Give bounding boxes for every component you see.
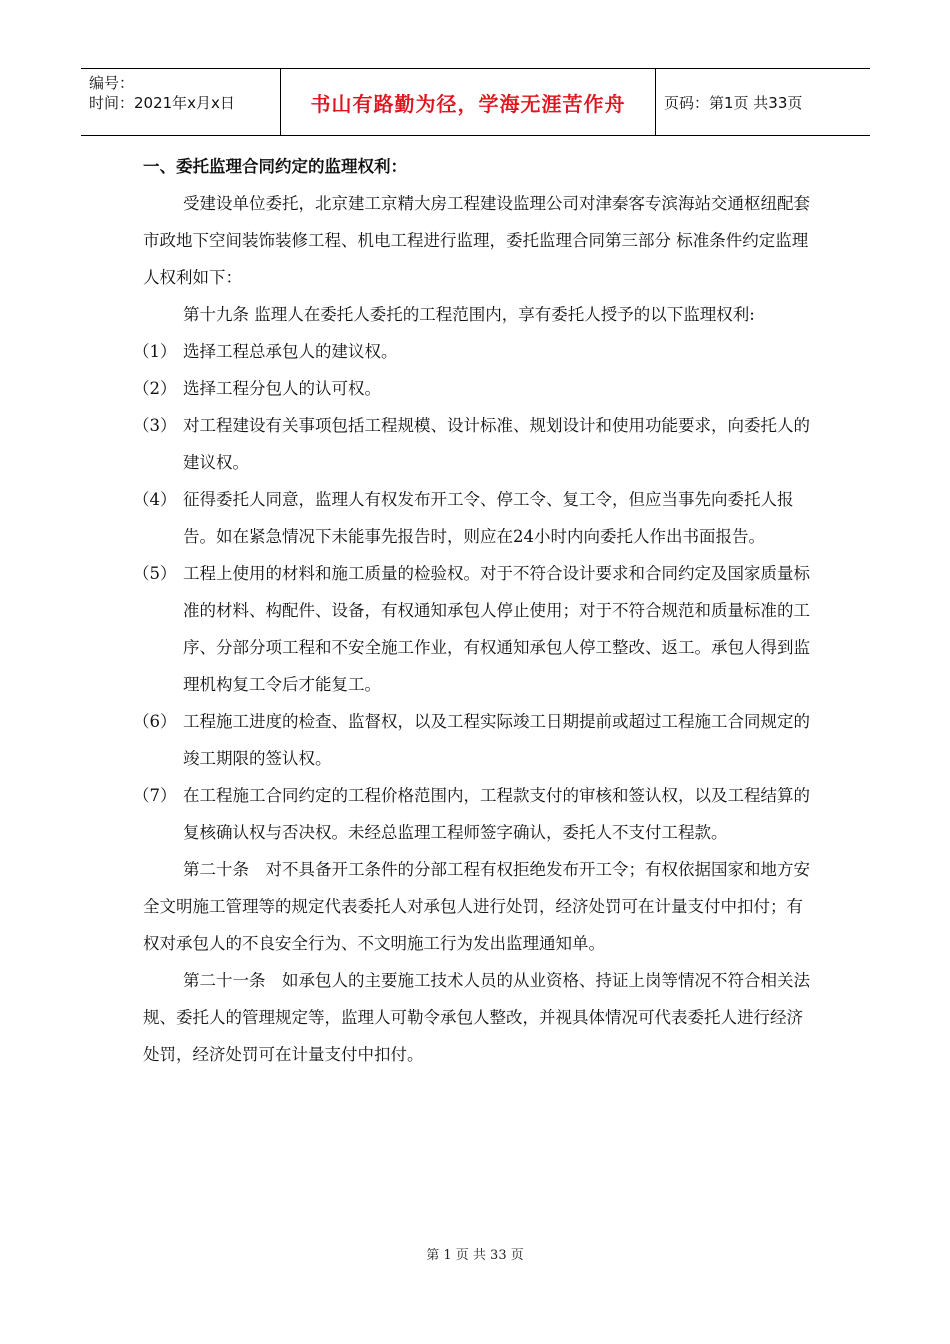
section-heading: 一、委托监理合同约定的监理权利：: [143, 157, 407, 176]
document-header: [81, 68, 870, 136]
list-item-text: 对工程建设有关事项包括工程规模、设计标准、规划设计和使用功能要求，向委托人的建议权。: [183, 416, 810, 472]
list-item-number: （3）: [133, 416, 177, 435]
number-label: 编号：: [89, 74, 135, 92]
list-item-text: 工程上使用的材料和施工质量的检验权。对于不符合设计要求和合同约定及国家质量标准的材料、构配件、设备，有权通知承包人停止使用；对于不符合规范和质量标准的工序、分部分项工程和不安全施工作业，有权通知承包人停工整改、返工。承包人得到监理机构复工令后才能复工。: [183, 564, 810, 694]
list-item: [133, 555, 813, 703]
page-footer: 第 1 页 共 33 页: [426, 1248, 524, 1263]
header-meta: [81, 69, 281, 135]
paragraph-article-21: 第二十一条 如承包人的主要施工技术人员的从业资格、持证上岗等情况不符合相关法规、委托人的管理规定等，监理人可勒令承包人整改，并视具体情况可代表委托人进行经济处罚，经济处罚可在计量支付中扣付。: [143, 971, 810, 1064]
list-item: [133, 481, 813, 555]
document-body: [133, 148, 813, 1073]
list-item-number: （2）: [133, 379, 177, 398]
list-item-number: （4）: [133, 490, 177, 509]
list-item-text: 选择工程总承包人的建议权。: [183, 342, 398, 361]
list-item: [133, 777, 813, 851]
list-item-text: 征得委托人同意，监理人有权发布开工令、停工令、复工令，但应当事先向委托人报告。如在紧急情况下未能事先报告时，则应在24小时内向委托人作出书面报告。: [183, 490, 794, 546]
list-item: [133, 407, 813, 481]
paragraph-article-20: 第二十条 对不具备开工条件的分部工程有权拒绝发布开工令；有权依据国家和地方安全文明施工管理等的规定代表委托人对承包人进行处罚，经济处罚可在计量支付中扣付；有权对承包人的不良安全行为、不文明施工行为发出监理通知单。: [143, 860, 810, 953]
header-motto: 书山有路勤为径，学海无涯苦作舟: [281, 69, 656, 135]
paragraph-intro: 受建设单位委托，北京建工京精大房工程建设监理公司对津秦客专滨海站交通枢纽配套市政地下空间装饰装修工程、机电工程进行监理，委托监理合同第三部分 标准条件约定监理人权利如下：: [143, 194, 810, 287]
list-item: [133, 703, 813, 777]
list-item-text: 选择工程分包人的认可权。: [183, 379, 381, 398]
list-item-number: （7）: [133, 786, 177, 805]
list-item: [133, 370, 813, 407]
list-item-text: 在工程施工合同约定的工程价格范围内，工程款支付的审核和签认权，以及工程结算的复核确认权与否决权。未经总监理工程师签字确认，委托人不支付工程款。: [183, 786, 810, 842]
list-item-number: （6）: [133, 712, 177, 731]
date-label: 时间：2021年x月x日: [89, 94, 235, 112]
list-item-number: （1）: [133, 342, 177, 361]
list-item-number: （5）: [133, 564, 177, 583]
list-item: [133, 333, 813, 370]
paragraph-article-19: 第十九条 监理人在委托人委托的工程范围内，享有委托人授予的以下监理权利:: [183, 305, 755, 324]
list-item-text: 工程施工进度的检查、监督权，以及工程实际竣工日期提前或超过工程施工合同规定的竣工期限的签认权。: [183, 712, 810, 768]
header-page-info: 页码：第1页 共33页: [664, 93, 803, 112]
